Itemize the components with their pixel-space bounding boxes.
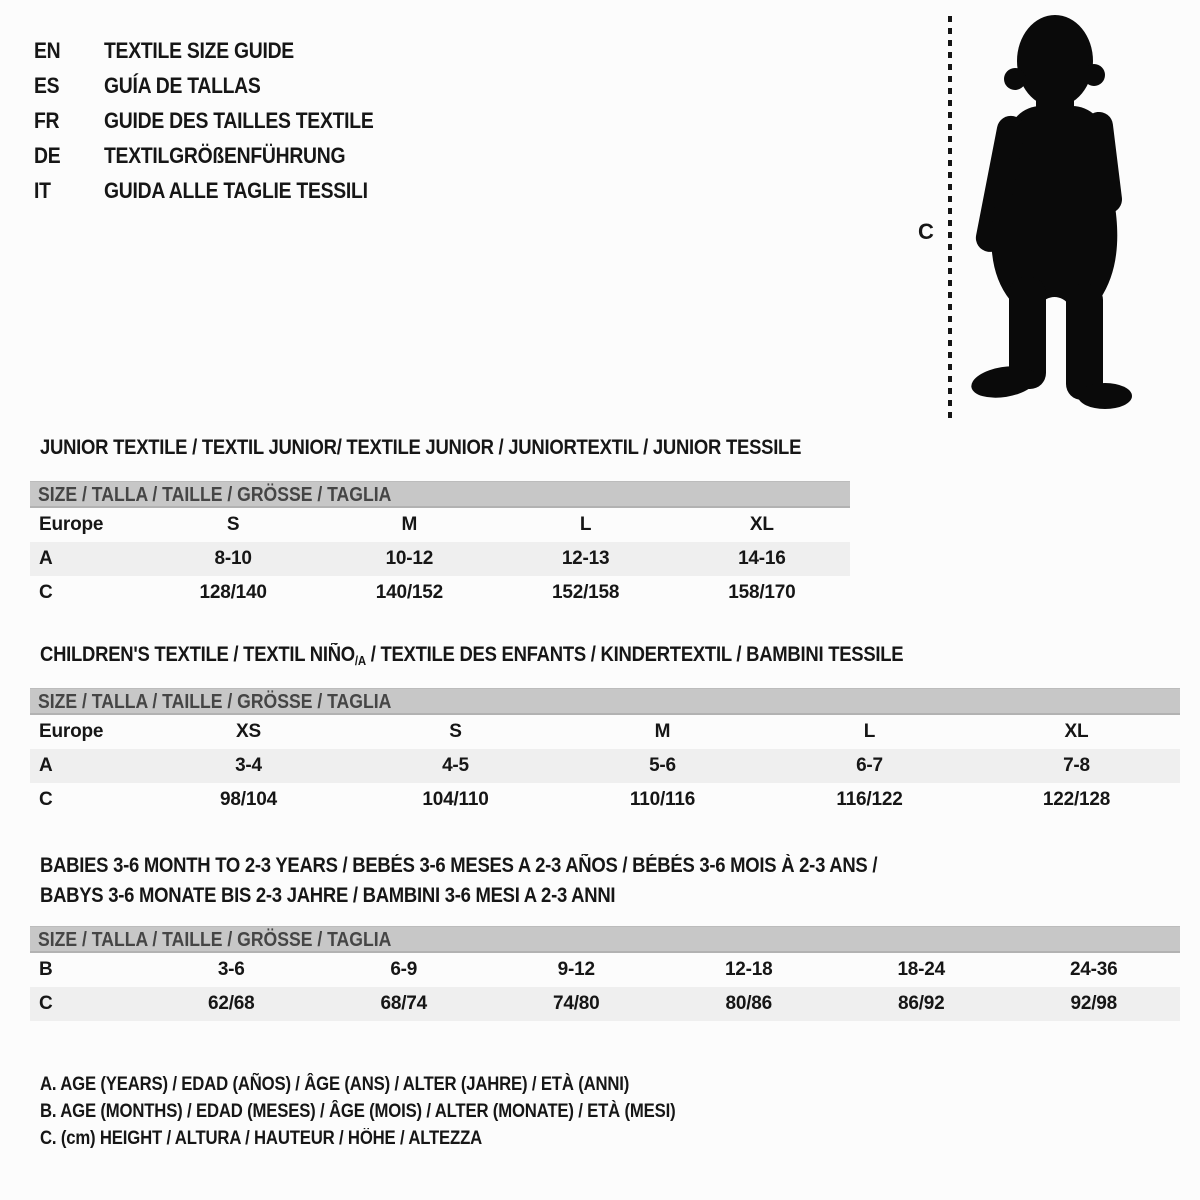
row-label: B <box>39 959 53 980</box>
age-cell: 14-16 <box>738 548 786 569</box>
table-row-height <box>30 576 850 610</box>
language-code: FR <box>34 107 60 133</box>
height-cell: 122/128 <box>1042 789 1111 810</box>
children-section-title: CHILDREN'S TEXTILE / TEXTIL $NIÑO_{/A}$ / TEXTILE DES ENFANTS / KINDERTEXTIL / BAMBINI TESSILE <box>40 643 904 668</box>
language-row-en <box>34 33 410 68</box>
height-cell: 62/68 <box>207 993 255 1014</box>
size-cell: S <box>449 721 462 742</box>
age-cell: 7-8 <box>1063 755 1090 776</box>
months-cell: 3-6 <box>217 959 245 980</box>
months-cell: 24-36 <box>1069 959 1118 980</box>
height-cell: 74/80 <box>552 993 600 1014</box>
height-dashed-line <box>948 16 952 418</box>
junior-size-table <box>30 481 850 610</box>
nino-a-subscript: /A <box>354 653 366 668</box>
language-code: DE <box>34 142 61 168</box>
height-cell: 140/152 <box>375 582 444 603</box>
table-row-height <box>30 987 1180 1021</box>
size-cell: S <box>226 514 240 535</box>
age-cell: 12-13 <box>561 548 610 569</box>
legend-line-c: C. (cm) HEIGHT / ALTURA / HAUTEUR / HÖHE / ALTEZZA <box>40 1128 483 1149</box>
language-guide-title: GUÍA DE TALLAS <box>104 72 261 98</box>
table-row-age <box>30 542 850 576</box>
row-label: Europe <box>39 514 104 535</box>
language-row-fr <box>34 103 410 138</box>
age-cell: 10-12 <box>385 548 434 569</box>
table-row-months <box>30 953 1180 987</box>
age-cell: 8-10 <box>214 548 252 569</box>
height-cell: 68/74 <box>380 993 428 1014</box>
months-cell: 12-18 <box>724 959 773 980</box>
size-header-row: SIZE / TALLA / TAILLE / GRÖSSE / TAGLIA <box>30 926 1180 953</box>
size-cell: L <box>579 514 592 535</box>
language-guide-title: TEXTILE SIZE GUIDE <box>104 37 294 63</box>
row-label: A <box>39 548 53 569</box>
language-guide-title: GUIDA ALLE TAGLIE TESSILI <box>104 177 368 203</box>
language-row-it <box>34 173 410 208</box>
row-label: C <box>39 789 53 810</box>
children-size-table <box>30 688 1180 817</box>
language-row-es <box>34 68 410 103</box>
row-label: C <box>39 993 53 1014</box>
height-measure-label: C <box>918 219 934 244</box>
table-row-height <box>30 783 1180 817</box>
table-row-europe <box>30 715 1180 749</box>
language-guide-title: TEXTILGRÖßENFÜHRUNG <box>104 142 346 168</box>
height-cell: 158/170 <box>728 582 796 603</box>
language-row-de <box>34 138 410 173</box>
row-label: C <box>39 582 53 603</box>
legend-line-b: B. AGE (MONTHS) / EDAD (MESES) / ÂGE (MOIS) / ALTER (MONATE) / ETÀ (MESI) <box>40 1101 676 1122</box>
babies-size-table <box>30 926 1180 1021</box>
age-cell: 3-4 <box>235 755 262 776</box>
size-cell: M <box>654 721 671 742</box>
language-guide-title: GUIDE DES TAILLES TEXTILE <box>104 107 374 133</box>
size-cell: M <box>401 514 418 535</box>
legend-line-a: A. AGE (YEARS) / EDAD (AÑOS) / ÂGE (ANS) / ALTER (JAHRE) / ETÀ (ANNI) <box>40 1074 630 1095</box>
height-cell: 152/158 <box>551 582 620 603</box>
size-cell: XL <box>1064 721 1089 742</box>
height-cell: 86/92 <box>897 993 945 1014</box>
months-cell: 18-24 <box>897 959 946 980</box>
size-cell: XS <box>236 721 261 742</box>
size-header-row: SIZE / TALLA / TAILLE / GRÖSSE / TAGLIA <box>30 688 1180 715</box>
language-code: EN <box>34 37 61 63</box>
age-cell: 6-7 <box>856 755 883 776</box>
height-cell: 98/104 <box>220 789 277 810</box>
height-cell: 128/140 <box>199 582 267 603</box>
size-cell: XL <box>749 514 774 535</box>
height-cell: 104/110 <box>422 789 489 810</box>
height-cell: 116/122 <box>836 789 903 810</box>
table-row-age <box>30 749 1180 783</box>
height-cell: 110/116 <box>629 789 696 810</box>
size-header-row: SIZE / TALLA / TAILLE / GRÖSSE / TAGLIA <box>30 481 850 508</box>
row-label: A <box>39 755 53 776</box>
months-cell: 6-9 <box>390 959 418 980</box>
table-row-europe <box>30 508 850 542</box>
toddler-silhouette-icon <box>958 12 1148 422</box>
height-cell: 80/86 <box>725 993 773 1014</box>
age-cell: 4-5 <box>442 755 469 776</box>
legend <box>40 1071 762 1152</box>
junior-section-title: JUNIOR TEXTILE / TEXTIL JUNIOR/ TEXTILE JUNIOR / JUNIORTEXTIL / JUNIOR TESSILE <box>40 436 802 459</box>
months-cell: 9-12 <box>557 959 595 980</box>
height-cell: 92/98 <box>1070 993 1118 1014</box>
language-code: ES <box>34 72 60 98</box>
size-cell: L <box>863 721 876 742</box>
language-title-list <box>34 33 410 208</box>
age-cell: 5-6 <box>649 755 676 776</box>
babies-section-title: BABIES 3-6 MONTH TO 2-3 YEARS / BEBÉS 3-6 MESES A 2-3 AÑOS / BÉBÉS 3-6 MOIS À 2-3 ANS / BABYS 3-6 MONATE BIS 2-3 JAHRE / BAMBINI 3-6 MESI A 2-3 ANNI <box>40 854 878 907</box>
row-label: Europe <box>39 721 104 742</box>
language-code: IT <box>34 177 51 203</box>
